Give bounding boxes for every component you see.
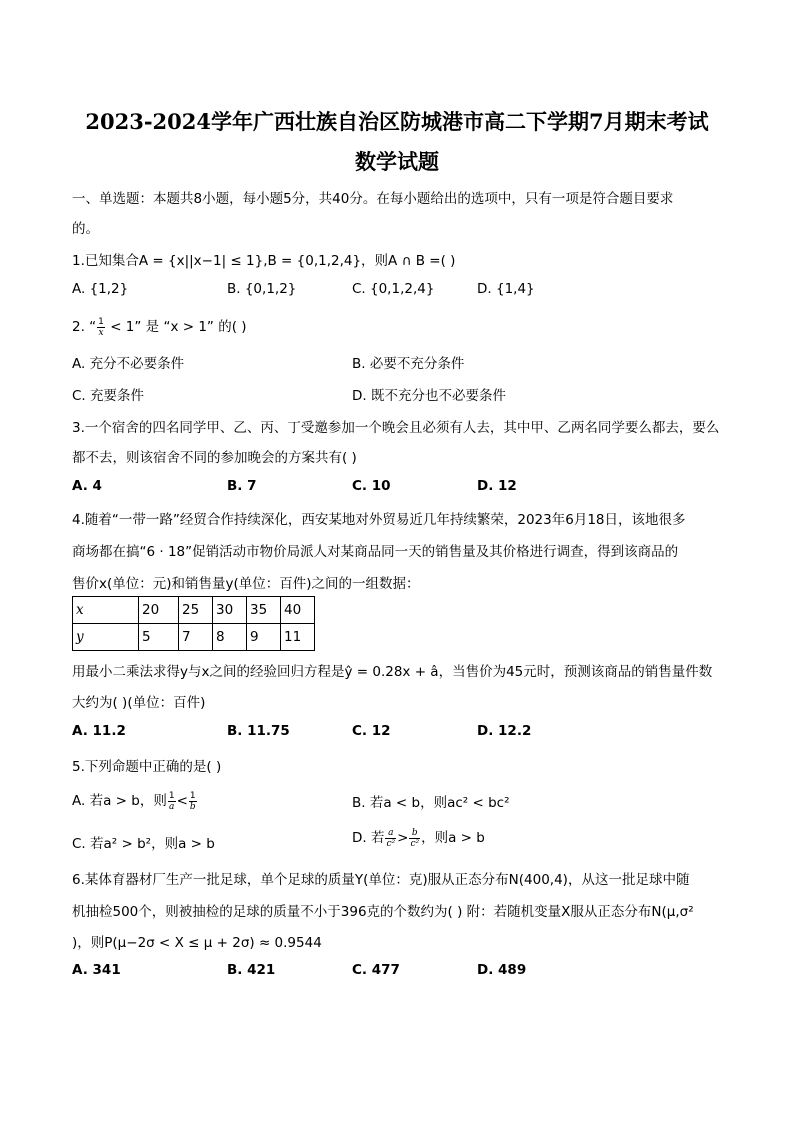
q4-option-b: B. 11.75 [227,723,290,739]
q4-option-c: C. 12 [352,723,391,739]
q3-option-a: A. 4 [72,478,102,494]
fraction [385,828,396,849]
table-cell: 30 [213,597,247,624]
q5-option-d [352,826,485,849]
q6-option-d: D. 489 [477,962,527,978]
q2-frac-den: x [98,327,104,338]
q2-stem-prefix: 2. “ [72,319,97,335]
q5-option-c: C. 若a² > b²，则a > b [72,836,215,852]
q5-option-a-op: < [176,793,188,809]
frac-den: c² [386,838,396,849]
table-cell: 20 [139,597,179,624]
q5-option-d-suffix: ，则a > b [421,830,485,846]
fraction [168,791,176,812]
frac-num: a [385,828,396,839]
exam-title: 2023-2024学年广西壮族自治区防城港市高二下学期7月期末考试 [85,109,709,134]
q3-option-d: D. 12 [477,478,517,494]
q4-stem-line3: 售价x(单位：元)和销售量y(单位：百件)之间的一组数据： [72,576,420,592]
q2-stem [72,315,247,338]
table-cell: 40 [281,597,315,624]
q1-option-a: A. {1,2} [72,281,129,297]
frac-den: a [169,801,175,812]
q5-option-a-prefix: A. 若a > b，则 [72,793,167,809]
q5-option-b: B. 若a < b，则ac² < bc² [352,795,510,811]
fraction [189,791,197,812]
q2-option-b: B. 必要不充分条件 [352,356,465,372]
q5-option-d-prefix: D. 若 [352,830,385,846]
table-cell: 7 [179,624,213,651]
q4-data-table [72,596,315,651]
q2-option-a: A. 充分不必要条件 [72,356,185,372]
table-cell: 11 [281,624,315,651]
frac-den: c² [410,838,420,849]
table-cell: 5 [139,624,179,651]
table-cell: 9 [247,624,281,651]
q6-option-c: C. 477 [352,962,400,978]
section-intro-line2: 的。 [72,221,99,237]
q2-option-c: C. 充要条件 [72,388,145,404]
q1-stem: 1.已知集合A = {x||x−1| ≤ 1},B = {0,1,2,4}，则A ∩ B =( ) [72,253,456,269]
frac-num: 1 [168,790,175,801]
q3-stem-line1: 3.一个宿舍的四名同学甲、乙、丙、丁受邀参加一个晚会且必须有人去，其中甲、乙两名同学要么都去，要么 [72,420,720,436]
q3-option-c: C. 10 [352,478,391,494]
table-cell: 25 [179,597,213,624]
q1-option-b: B. {0,1,2} [227,281,297,297]
exam-subtitle: 数学试题 [355,149,439,174]
fraction [409,828,420,849]
frac-num: 1 [189,790,196,801]
q2-fraction [97,317,105,338]
q2-stem-suffix: < 1” 是 “x > 1” 的( ) [105,319,247,335]
table-cell: x [73,597,139,624]
q6-option-b: B. 421 [227,962,276,978]
q5-option-a [72,789,198,812]
q1-option-d: D. {1,4} [477,281,535,297]
table-cell: 8 [213,624,247,651]
q5-option-d-op: > [397,830,409,846]
section-intro-line1: 一、单选题：本题共8小题，每小题5分，共40分。在每小题给出的选项中，只有一项是符合题目要求 [72,191,674,207]
q4-option-d: D. 12.2 [477,723,532,739]
q4-stem-line1: 4.随着“一带一路”经贸合作持续深化，西安某地对外贸易近几年持续繁荣，2023年6月18日，该地很多 [72,512,686,528]
table-row-x [73,597,315,624]
frac-num: b [409,828,420,839]
table-row-y [73,624,315,651]
frac-den: b [189,801,196,812]
q2-frac-num: 1 [98,316,104,327]
q6-option-a: A. 341 [72,962,121,978]
q4-stem-line4: 用最小二乘法求得y与x之间的经验回归方程是ŷ = 0.28x + â，当售价为45元时，预测该商品的销售量件数 [72,664,713,680]
q2-option-d: D. 既不充分也不必要条件 [352,388,506,404]
q5-stem: 5.下列命题中正确的是( ) [72,759,222,775]
q6-stem-line2: 机抽检500个，则被抽检的足球的质量不小于396克的个数约为( ) 附：若随机变量X服从正态分布N(μ,σ² [72,904,694,920]
q1-option-c: C. {0,1,2,4} [352,281,435,297]
q3-stem-line2: 都不去，则该宿舍不同的参加晚会的方案共有( ) [72,450,357,466]
q4-stem-line2: 商场都在搞“6 · 18”促销活动市物价局派人对某商品同一天的销售量及其价格进行调查，得到该商品的 [72,544,679,560]
q3-option-b: B. 7 [227,478,257,494]
q6-stem-line1: 6.某体育器材厂生产一批足球，单个足球的质量Y(单位：克)服从正态分布N(400,4)，从这一批足球中随 [72,872,690,888]
table-cell: 35 [247,597,281,624]
q4-option-a: A. 11.2 [72,723,126,739]
q6-stem-line3: )，则P(μ−2σ < X ≤ μ + 2σ) ≈ 0.9544 [72,935,322,951]
q4-stem-line5: 大约为( )(单位：百件) [72,695,206,711]
table-cell: y [73,624,139,651]
